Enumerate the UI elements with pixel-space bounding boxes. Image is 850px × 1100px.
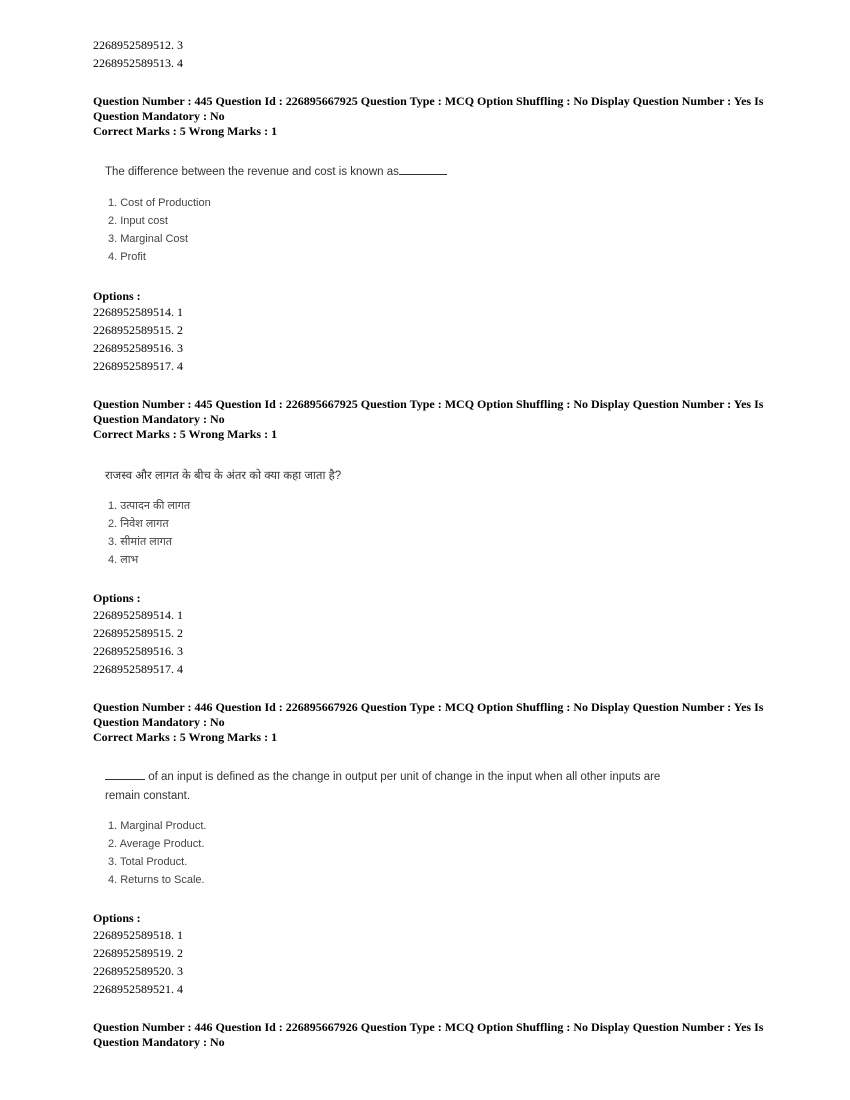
question-choice: 3. सीमांत लागत — [108, 536, 173, 548]
question-choice: 1. Cost of Production — [108, 197, 211, 209]
option-line: 2268952589518. 1 — [93, 928, 183, 942]
answer-blank — [399, 174, 447, 175]
question-header — [93, 94, 765, 124]
option-line: 2268952589521. 4 — [93, 982, 183, 996]
question-text-continued: remain constant. — [105, 790, 191, 802]
marks-line: Correct Marks : 5 Wrong Marks : 1 — [93, 427, 278, 441]
option-line: 2268952589515. 2 — [93, 626, 183, 640]
question-choice: 3. Total Product. — [108, 856, 188, 868]
question-choice: 4. Profit — [108, 251, 146, 263]
question-header — [93, 1020, 765, 1050]
option-line: 2268952589514. 1 — [93, 608, 183, 622]
option-line: 2268952589513. 4 — [93, 56, 183, 70]
question-choice: 4. Returns to Scale. — [108, 874, 205, 886]
question-header-line: Question Mandatory : No — [93, 412, 225, 426]
option-line: 2268952589515. 2 — [93, 323, 183, 337]
option-line: 2268952589519. 2 — [93, 946, 183, 960]
options-label: Options : — [93, 591, 141, 605]
question-header-line: Question Number : 445 Question Id : 226895667925 Question Type : MCQ Option Shuffling : No Display Question Number : Yes Is — [93, 94, 764, 108]
answer-blank — [105, 779, 145, 780]
question-text-content: The difference between the revenue and cost is known as — [105, 166, 399, 178]
question-header-line: Question Mandatory : No — [93, 715, 225, 729]
option-line: 2268952589516. 3 — [93, 341, 183, 355]
marks-line: Correct Marks : 5 Wrong Marks : 1 — [93, 124, 278, 138]
question-choice: 1. उत्पादन की लागत — [108, 500, 191, 512]
question-header-line: Question Number : 446 Question Id : 226895667926 Question Type : MCQ Option Shuffling : No Display Question Number : Yes Is — [93, 700, 764, 714]
question-choice: 1. Marginal Product. — [108, 820, 207, 832]
question-header-line: Question Number : 445 Question Id : 226895667925 Question Type : MCQ Option Shuffling : No Display Question Number : Yes Is — [93, 397, 764, 411]
question-text: राजस्व और लागत के बीच के अंतर को क्या कहा जाता है? — [105, 470, 342, 482]
question-text — [105, 771, 660, 783]
question-text — [105, 166, 447, 178]
question-choice: 2. निवेश लागत — [108, 518, 169, 530]
question-text-content: of an input is defined as the change in output per unit of change in the input when all other inputs are — [148, 771, 661, 783]
option-line: 2268952589512. 3 — [93, 38, 183, 52]
option-line: 2268952589514. 1 — [93, 305, 183, 319]
question-choice: 2. Average Product. — [108, 838, 205, 850]
question-header-line: Question Mandatory : No — [93, 109, 225, 123]
option-line: 2268952589516. 3 — [93, 644, 183, 658]
options-label: Options : — [93, 289, 141, 303]
options-label: Options : — [93, 911, 141, 925]
question-choice: 3. Marginal Cost — [108, 233, 189, 245]
question-choice: 2. Input cost — [108, 215, 168, 227]
question-header-line: Question Mandatory : No — [93, 1035, 225, 1049]
marks-line: Correct Marks : 5 Wrong Marks : 1 — [93, 730, 278, 744]
question-header — [93, 700, 765, 730]
question-header — [93, 397, 765, 427]
question-header-line: Question Number : 446 Question Id : 226895667926 Question Type : MCQ Option Shuffling : No Display Question Number : Yes Is — [93, 1020, 764, 1034]
question-choice: 4. लाभ — [108, 554, 139, 566]
option-line: 2268952589517. 4 — [93, 662, 183, 676]
option-line: 2268952589517. 4 — [93, 359, 183, 373]
option-line: 2268952589520. 3 — [93, 964, 183, 978]
